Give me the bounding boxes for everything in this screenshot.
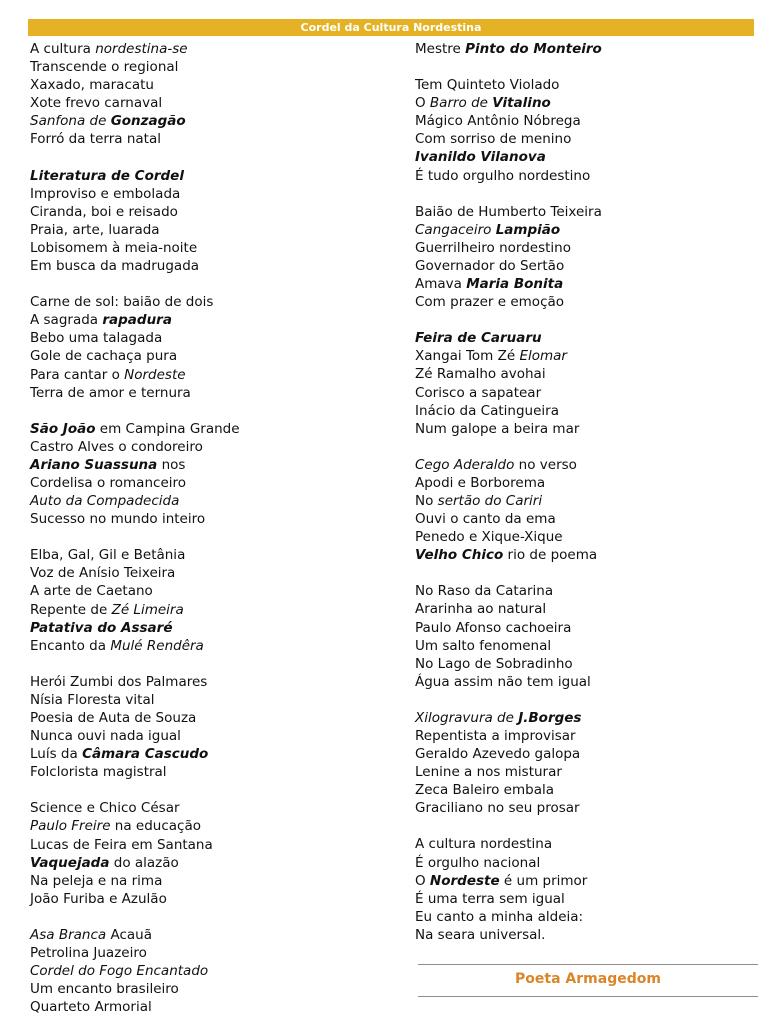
verse-line bbox=[415, 492, 760, 510]
author-signature: Poeta Armagedom bbox=[515, 971, 661, 987]
verse-text: Lobisomem à meia-noite bbox=[30, 239, 198, 256]
stanza bbox=[415, 40, 760, 58]
verse-text: A cultura bbox=[30, 41, 96, 57]
verse-text: Lampião bbox=[495, 221, 561, 238]
verse-line bbox=[415, 763, 760, 781]
verse-text: Cordelisa o romanceiro bbox=[30, 474, 187, 491]
verse-text: Forró da terra natal bbox=[30, 131, 161, 148]
verse-text: Terra de amor e ternura bbox=[30, 384, 191, 401]
verse-text: Feira de Caruaru bbox=[415, 330, 542, 347]
verse-text: Velho Chico bbox=[415, 547, 504, 564]
verse-text: Carne de sol: baião de dois bbox=[30, 294, 214, 311]
verse-text: Xangai Tom Zé bbox=[415, 348, 520, 365]
emphasis bbox=[30, 421, 96, 437]
verse-text: Patativa do Assaré bbox=[30, 619, 173, 636]
verse-text: Transcende o regional bbox=[30, 59, 179, 76]
verse-text: Na seara universal. bbox=[415, 926, 546, 943]
verse-line bbox=[30, 130, 390, 148]
verse-line bbox=[415, 637, 760, 655]
verse-text: São João bbox=[30, 420, 96, 437]
emphasis bbox=[415, 149, 546, 165]
stanza bbox=[415, 709, 760, 818]
verse-text: Um salto fenomenal bbox=[415, 637, 552, 654]
verse-line bbox=[415, 148, 760, 166]
verse-text: Elba, Gal, Gil e Betânia bbox=[30, 547, 186, 564]
emphasis bbox=[30, 620, 172, 636]
verse-text: Gonzagão bbox=[110, 113, 186, 130]
verse-line bbox=[415, 329, 760, 347]
verse-text: A cultura nordestina bbox=[415, 836, 553, 853]
verse-line bbox=[415, 203, 760, 221]
verse-line bbox=[415, 926, 760, 944]
verse-text: Vaquejada bbox=[30, 854, 110, 871]
verse-line bbox=[30, 998, 390, 1016]
verse-text: A arte de Caetano bbox=[30, 583, 153, 600]
verse-text: É orgulho nacional bbox=[415, 854, 541, 871]
divider-top bbox=[418, 964, 758, 965]
verse-line bbox=[30, 582, 390, 600]
verse-text: nos bbox=[157, 456, 186, 473]
page-title: Cordel da Cultura Nordestina bbox=[300, 21, 482, 34]
verse-text: Luís da bbox=[30, 746, 83, 763]
stanza bbox=[30, 420, 390, 529]
verse-text: Tem Quinteto Violado bbox=[415, 77, 560, 94]
verse-text: O bbox=[415, 95, 430, 112]
verse-text: Xaxado, maracatu bbox=[30, 77, 154, 94]
emphasis bbox=[466, 276, 563, 292]
verse-text: Lenine a nos misturar bbox=[415, 764, 562, 781]
stanza bbox=[30, 40, 390, 149]
verse-text: Elomar bbox=[519, 348, 567, 365]
emphasis bbox=[496, 222, 560, 238]
verse-line bbox=[30, 293, 390, 311]
verse-line bbox=[30, 474, 390, 492]
verse-text: Com sorriso de menino bbox=[415, 131, 572, 148]
verse-line bbox=[30, 366, 390, 384]
verse-text: Governador do Sertão bbox=[415, 257, 565, 274]
verse-line bbox=[415, 167, 760, 185]
verse-line bbox=[30, 203, 390, 221]
verse-text: nordestina-se bbox=[95, 41, 188, 57]
emphasis bbox=[415, 547, 503, 563]
verse-text: Baião de Humberto Teixeira bbox=[415, 203, 602, 220]
verse-text: No Raso da Catarina bbox=[415, 583, 554, 600]
verse-text: Petrolina Juazeiro bbox=[30, 945, 147, 962]
stanza bbox=[415, 582, 760, 691]
verse-line bbox=[415, 546, 760, 564]
verse-text: Na peleja e na rima bbox=[30, 872, 163, 889]
verse-line bbox=[30, 76, 390, 94]
verse-text: Voz de Anísio Teixeira bbox=[30, 565, 176, 582]
emphasis bbox=[111, 113, 186, 129]
verse-line bbox=[30, 854, 390, 872]
verse-text: Mestre bbox=[415, 41, 466, 57]
verse-line bbox=[30, 564, 390, 582]
verse-text: Castro Alves o condoreiro bbox=[30, 438, 203, 455]
verse-line bbox=[30, 40, 390, 58]
verse-text: Literatura de Cordel bbox=[30, 167, 184, 184]
verse-line bbox=[30, 58, 390, 76]
verse-text: Encanto da bbox=[30, 637, 111, 654]
verse-text: Apodi e Borborema bbox=[415, 474, 546, 491]
verse-text: Pinto do Monteiro bbox=[465, 41, 602, 57]
verse-line bbox=[30, 673, 390, 691]
verse-text: rapadura bbox=[102, 312, 172, 329]
verse-text: Maria Bonita bbox=[466, 276, 564, 293]
verse-text: Repentista a improvisar bbox=[415, 728, 576, 744]
verse-line bbox=[30, 185, 390, 203]
stanza bbox=[415, 329, 760, 438]
verse-text: Corisco a sapatear bbox=[415, 384, 542, 401]
verse-text: J.Borges bbox=[518, 709, 582, 726]
verse-line bbox=[415, 510, 760, 528]
verse-text: Cego Aderaldo bbox=[415, 456, 515, 473]
verse-line bbox=[30, 727, 390, 745]
verse-text: A sagrada bbox=[30, 312, 103, 329]
verse-line bbox=[415, 257, 760, 275]
verse-line bbox=[30, 817, 390, 835]
verse-text: Ciranda, boi e reisado bbox=[30, 203, 178, 220]
verse-text: Para cantar o bbox=[30, 366, 125, 383]
verse-text: do alazão bbox=[109, 854, 179, 871]
verse-line bbox=[30, 239, 390, 257]
emphasis bbox=[82, 746, 208, 762]
verse-text: Quarteto Armorial bbox=[30, 999, 152, 1016]
stanza bbox=[30, 926, 390, 1016]
verse-line bbox=[30, 329, 390, 347]
verse-text: é um primor bbox=[499, 872, 588, 889]
verse-line bbox=[415, 221, 760, 239]
verse-text: Zé Limeira bbox=[111, 601, 184, 618]
verse-text: Vitalino bbox=[492, 95, 551, 112]
verse-line bbox=[30, 347, 390, 365]
verse-text: Science e Chico César bbox=[30, 800, 180, 817]
verse-line bbox=[415, 528, 760, 546]
verse-line bbox=[30, 926, 390, 944]
page-title-banner bbox=[28, 19, 754, 36]
verse-text: Sucesso no mundo inteiro bbox=[30, 511, 206, 528]
verse-text: Nunca ouvi nada igual bbox=[30, 728, 181, 745]
verse-line bbox=[30, 890, 390, 908]
verse-text: É tudo orgulho nordestino bbox=[415, 167, 591, 184]
verse-text: em Campina Grande bbox=[95, 420, 240, 437]
verse-line bbox=[415, 835, 760, 853]
verse-text: Nordeste bbox=[124, 366, 186, 383]
verse-text: Com prazer e emoção bbox=[415, 294, 565, 311]
verse-line bbox=[30, 510, 390, 528]
verse-text: Mulé Rendêra bbox=[110, 637, 204, 654]
verse-line bbox=[415, 727, 760, 745]
stanza bbox=[30, 799, 390, 908]
stanza bbox=[30, 673, 390, 782]
verse-line bbox=[30, 221, 390, 239]
stanza bbox=[30, 293, 390, 402]
verse-line bbox=[415, 474, 760, 492]
verse-text: Guerrilheiro nordestino bbox=[415, 239, 572, 256]
verse-text: Herói Zumbi dos Palmares bbox=[30, 673, 208, 690]
verse-line bbox=[30, 384, 390, 402]
verse-line bbox=[30, 709, 390, 727]
verse-text: Xote frevo carnaval bbox=[30, 95, 163, 112]
verse-text: No Lago de Sobradinho bbox=[415, 655, 573, 672]
stanza bbox=[30, 546, 390, 655]
verse-line bbox=[415, 94, 760, 112]
verse-line bbox=[30, 763, 390, 781]
verse-text: Ararinha ao natural bbox=[415, 601, 547, 618]
verse-line bbox=[415, 420, 760, 438]
verse-line bbox=[415, 384, 760, 402]
verse-text: Inácio da Catingueira bbox=[415, 402, 559, 419]
verse-line bbox=[415, 655, 760, 673]
verse-line bbox=[30, 311, 390, 329]
verse-line bbox=[415, 781, 760, 799]
verse-text: Sanfona de bbox=[30, 113, 111, 130]
verse-text: Paulo Afonso cachoeira bbox=[415, 619, 572, 636]
verse-line bbox=[415, 40, 760, 58]
verse-line bbox=[30, 257, 390, 275]
verse-text: Nordeste bbox=[429, 872, 500, 889]
stanza bbox=[415, 835, 760, 944]
verse-text: João Furiba e Azulão bbox=[30, 890, 167, 907]
verse-text: Ariano Suassuna bbox=[30, 456, 158, 473]
verse-text: Paulo Freire bbox=[30, 818, 111, 835]
verse-line bbox=[30, 619, 390, 637]
verse-line bbox=[30, 546, 390, 564]
verse-line bbox=[30, 637, 390, 655]
verse-text: Cordel do Fogo Encantado bbox=[30, 963, 209, 980]
verse-line bbox=[415, 854, 760, 872]
verse-line bbox=[30, 420, 390, 438]
verse-text: Câmara Cascudo bbox=[82, 746, 209, 763]
verse-line bbox=[415, 293, 760, 311]
verse-line bbox=[415, 600, 760, 618]
poem-column-right bbox=[415, 40, 760, 962]
verse-text: Asa Branca bbox=[30, 926, 107, 943]
verse-text: rio de poema bbox=[503, 547, 598, 564]
verse-line bbox=[30, 962, 390, 980]
verse-line bbox=[30, 980, 390, 998]
verse-text: no verso bbox=[514, 456, 577, 473]
verse-text: Amava bbox=[415, 276, 467, 293]
verse-text: Ouvi o canto da ema bbox=[415, 511, 556, 528]
verse-line bbox=[30, 799, 390, 817]
verse-line bbox=[415, 275, 760, 293]
verse-text: Lucas de Feira em Santana bbox=[30, 836, 213, 853]
verse-line bbox=[415, 673, 760, 691]
verse-line bbox=[415, 908, 760, 926]
verse-text: na educação bbox=[110, 818, 201, 835]
verse-text: Num galope a beira mar bbox=[415, 420, 580, 437]
verse-text: Um encanto brasileiro bbox=[30, 981, 179, 998]
divider-bottom bbox=[418, 996, 758, 997]
emphasis bbox=[415, 330, 542, 346]
verse-text: Mágico Antônio Nóbrega bbox=[415, 113, 581, 130]
verse-line bbox=[30, 944, 390, 962]
verse-line bbox=[30, 456, 390, 474]
verse-text: É uma terra sem igual bbox=[415, 890, 565, 907]
emphasis bbox=[492, 95, 551, 111]
verse-text: Zeca Baleiro embala bbox=[415, 782, 555, 799]
verse-line bbox=[415, 872, 760, 890]
emphasis bbox=[102, 312, 172, 328]
stanza bbox=[415, 203, 760, 312]
verse-text: Bebo uma talagada bbox=[30, 330, 163, 347]
verse-line bbox=[30, 167, 390, 185]
verse-line bbox=[30, 836, 390, 854]
verse-line bbox=[415, 365, 760, 383]
verse-text: No bbox=[415, 492, 438, 509]
verse-text: Poesia de Auta de Souza bbox=[30, 710, 197, 726]
verse-line bbox=[415, 402, 760, 420]
verse-line bbox=[30, 94, 390, 112]
verse-text: Graciliano no seu prosar bbox=[415, 800, 580, 817]
stanza bbox=[30, 167, 390, 276]
verse-text: Água assim não tem igual bbox=[415, 673, 591, 690]
verse-text: Auto da Compadecida bbox=[30, 493, 180, 510]
verse-text: Gole de cachaça pura bbox=[30, 348, 178, 365]
stanza bbox=[415, 76, 760, 185]
verse-line bbox=[415, 239, 760, 257]
verse-text: Geraldo Azevedo galopa bbox=[415, 746, 581, 763]
verse-line bbox=[30, 438, 390, 456]
verse-line bbox=[30, 492, 390, 510]
verse-line bbox=[30, 691, 390, 709]
verse-line bbox=[415, 745, 760, 763]
verse-text: Repente de bbox=[30, 601, 112, 618]
verse-line bbox=[415, 130, 760, 148]
emphasis bbox=[30, 168, 184, 184]
verse-line bbox=[415, 76, 760, 94]
verse-line bbox=[415, 619, 760, 637]
verse-text: Cangaceiro bbox=[415, 221, 496, 238]
verse-text: Eu canto a minha aldeia: bbox=[415, 908, 584, 925]
emphasis bbox=[518, 710, 581, 726]
verse-line bbox=[415, 456, 760, 474]
emphasis bbox=[465, 41, 602, 57]
emphasis bbox=[30, 855, 109, 871]
verse-line bbox=[415, 582, 760, 600]
poem-column-left bbox=[30, 40, 390, 1034]
verse-line bbox=[415, 347, 760, 365]
verse-text: Ivanildo Vilanova bbox=[415, 149, 546, 166]
verse-line bbox=[30, 745, 390, 763]
verse-line bbox=[415, 112, 760, 130]
verse-text: Folclorista magistral bbox=[30, 764, 167, 781]
emphasis bbox=[430, 873, 500, 889]
verse-line bbox=[415, 709, 760, 727]
verse-text: Penedo e Xique-Xique bbox=[415, 529, 563, 546]
verse-line bbox=[30, 112, 390, 130]
verse-text: Nísia Floresta vital bbox=[30, 691, 155, 708]
verse-text: Zé Ramalho avohai bbox=[415, 366, 546, 383]
verse-text: Xilogravura de bbox=[415, 709, 519, 726]
verse-text: Improviso e embolada bbox=[30, 185, 181, 202]
verse-text: Praia, arte, luarada bbox=[30, 221, 160, 238]
stanza bbox=[415, 456, 760, 565]
emphasis bbox=[30, 457, 157, 473]
verse-line bbox=[415, 890, 760, 908]
verse-line bbox=[415, 799, 760, 817]
verse-text: sertão do Cariri bbox=[437, 492, 543, 509]
verse-text: O bbox=[415, 872, 430, 889]
verse-line bbox=[30, 601, 390, 619]
verse-text: Acauã bbox=[106, 926, 152, 943]
verse-text: Barro de bbox=[429, 95, 493, 112]
verse-line bbox=[30, 872, 390, 890]
verse-text: Em busca da madrugada bbox=[30, 258, 200, 275]
